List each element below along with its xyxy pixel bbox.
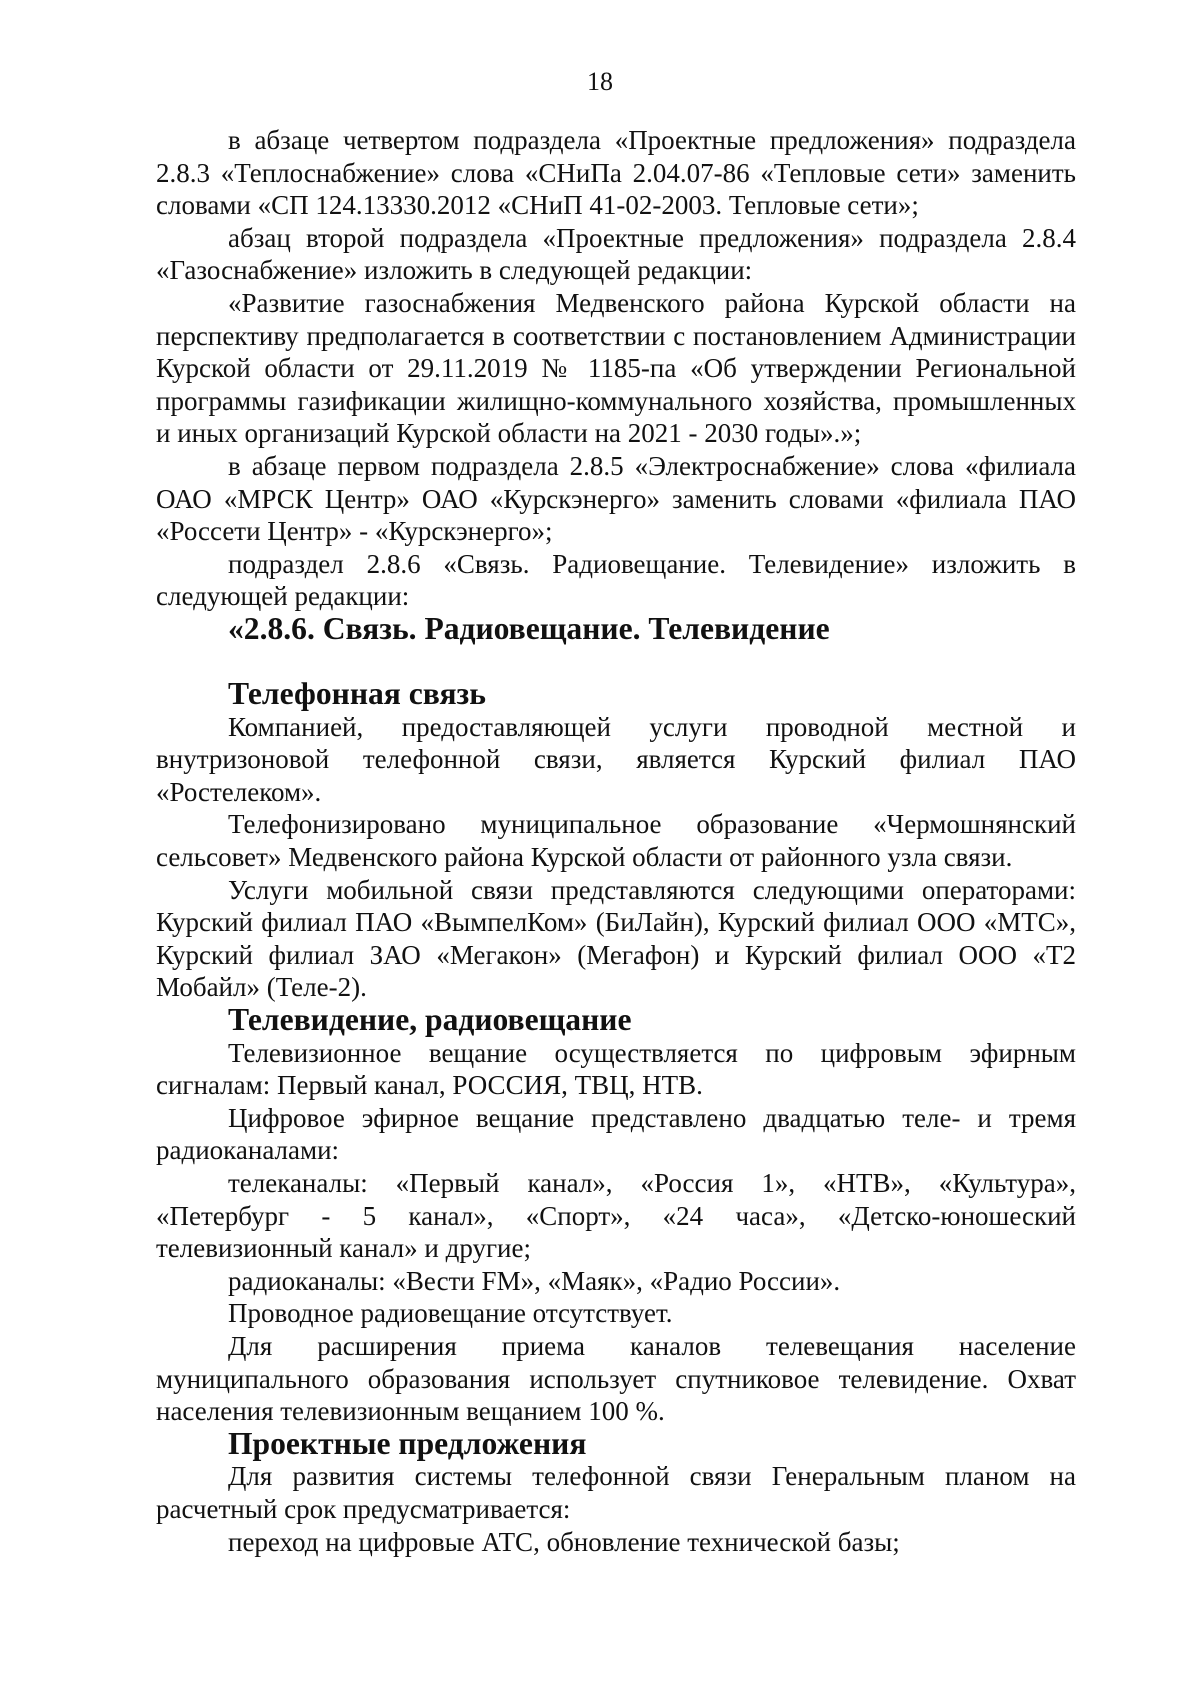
paragraph: радиоканалы: «Вести FM», «Маяк», «Радио России». — [228, 1265, 841, 1296]
paragraph: в абзаце первом подраздела 2.8.5 «Электроснабжение» слова «филиала ОАО «МРСК Центр» ОАО «Курскэнерго» заменить словами «филиала ПАО «Россети Центр» - «Курскэнерго»; — [156, 450, 1076, 547]
paragraph: Услуги мобильной связи представляются следующими операторами: Курский филиал ПАО «ВымпелКом» (БиЛайн), Курский филиал ООО «МТС», Курский филиал ЗАО «Мегакон» (Мегафон) и Курский филиал ООО «Т2 Мобайл» (Теле-2). — [156, 874, 1076, 1003]
paragraph: «Развитие газоснабжения Медвенского района Курской области на перспективу предполагается в соответствии с постановлением Администрации Курской области от 29.11.2019 № 1185-па «Об утверждении Региональной программы газификации жилищно-коммунального хозяйства, промышленных и иных организаций Курской области на 2021 - 2030 годы».»; — [156, 287, 1076, 449]
paragraph: в абзаце четвертом подраздела «Проектные предложения» подраздела 2.8.3 «Теплоснабжение» слова «СНиПа 2.04.07-86 «Тепловые сети» заменить словами «СП 124.13330.2012 «СНиП 41-02-2003. Тепловые сети»; — [156, 125, 1076, 221]
section-heading: «2.8.6. Связь. Радиовещание. Телевидение — [228, 610, 830, 646]
section-heading: Телефонная связь — [228, 676, 486, 712]
section-heading: Телевидение, радиовещание — [228, 1002, 632, 1038]
paragraph: Цифровое эфирное вещание представлено двадцатью теле- и тремя радиоканалами: — [156, 1102, 1076, 1166]
paragraph: переход на цифровые АТС, обновление технической базы; — [228, 1526, 900, 1557]
section-heading: Проектные предложения — [228, 1425, 587, 1461]
paragraph: Проводное радиовещание отсутствует. — [228, 1298, 673, 1329]
paragraph: абзац второй подраздела «Проектные предложения» подраздела 2.8.4 «Газоснабжение» изложить в следующей редакции: — [156, 222, 1076, 286]
page-number: 18 — [587, 67, 613, 96]
paragraph: Для развития системы телефонной связи Генеральным планом на расчетный срок предусматривается: — [156, 1461, 1076, 1524]
paragraph: Для расширения приема каналов телевещания население муниципального образования использует спутниковое телевидение. Охват населения телевизионным вещанием 100 %. — [156, 1330, 1076, 1427]
paragraph: телеканалы: «Первый канал», «Россия 1», «НТВ», «Культура», «Петербург - 5 канал», «Спорт», «24 часа», «Детско-юношеский телевизионный канал» и другие; — [156, 1168, 1076, 1264]
document-body — [156, 124, 1076, 1558]
paragraph: Телефонизировано муниципальное образование «Чермошнянский сельсовет» Медвенского района Курской области от районного узла связи. — [156, 809, 1076, 873]
paragraph: Телевизионное вещание осуществляется по цифровым эфирным сигналам: Первый канал, РОССИЯ, ТВЦ, НТВ. — [156, 1037, 1076, 1101]
paragraph: Компанией, предоставляющей услуги проводной местной и внутризоновой телефонной связи, является Курский филиал ПАО «Ростелеком». — [156, 711, 1076, 807]
paragraph: подраздел 2.8.6 «Связь. Радиовещание. Телевидение» изложить в следующей редакции: — [156, 548, 1076, 612]
